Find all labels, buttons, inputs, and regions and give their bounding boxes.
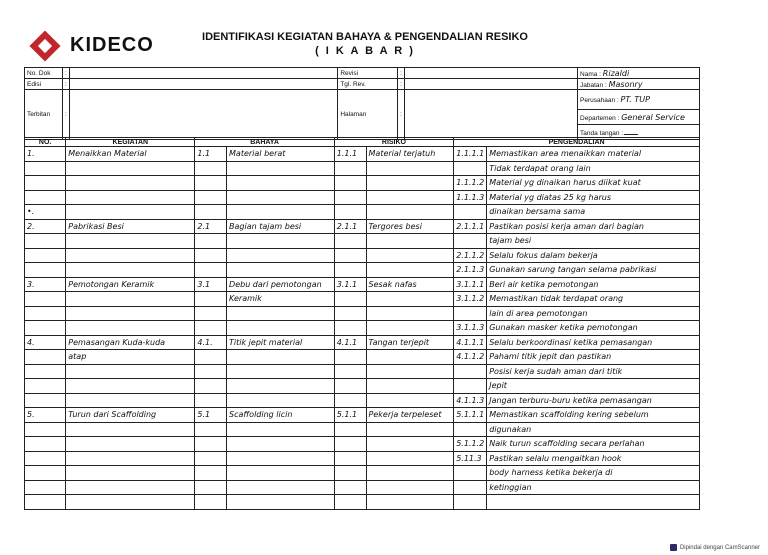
jabatan-label: Jabatan :: [580, 81, 607, 89]
pengendalian-no: 4.1.1.2: [454, 350, 487, 365]
perusahaan-label: Perusahaan :: [580, 97, 619, 104]
bahaya-no: [195, 466, 227, 481]
kegiatan-cell: [66, 437, 195, 452]
tanda-tangan-label: Tanda tangan :: [580, 129, 624, 137]
table-row: [25, 451, 700, 466]
bahaya-cell: Material berat: [227, 147, 335, 162]
col-header-bahaya: BAHAYA: [195, 138, 334, 147]
bahaya-cell: [227, 190, 335, 205]
perusahaan-value: PT. TUP: [620, 95, 650, 104]
risiko-no: [334, 393, 366, 408]
no-dok-value: [69, 68, 338, 79]
colon: :: [398, 90, 405, 140]
risiko-cell: [366, 350, 454, 365]
pengendalian-cell: Posisi kerja sudah aman dari titik: [487, 364, 700, 379]
table-row: [25, 306, 700, 321]
table-row: [25, 292, 700, 307]
pengendalian-no: 2.1.1.3: [454, 263, 487, 278]
risiko-no: 1.1.1: [334, 147, 366, 162]
departemen-value: General Service: [621, 112, 685, 122]
risiko-cell: Pekerja terpeleset: [366, 408, 454, 423]
pengendalian-no: 3.1.1.2: [454, 292, 487, 307]
table-row: [25, 234, 700, 249]
pengendalian-no: [454, 364, 487, 379]
risiko-no: [334, 495, 366, 510]
table-row: [25, 495, 700, 510]
pengendalian-no: 2.1.1.2: [454, 248, 487, 263]
kideco-logo-icon: [29, 30, 60, 61]
table-row: [25, 350, 700, 365]
risiko-cell: [366, 466, 454, 481]
row-no: [25, 321, 66, 336]
kegiatan-cell: [66, 466, 195, 481]
pengendalian-no: [454, 161, 487, 176]
pengendalian-no: [454, 422, 487, 437]
risiko-cell: [366, 306, 454, 321]
row-no: [25, 393, 66, 408]
bahaya-no: [195, 393, 227, 408]
pengendalian-cell: Selalu fokus dalam bekerja: [487, 248, 700, 263]
table-body: [25, 147, 700, 510]
col-header-no: NO.: [25, 138, 66, 147]
bahaya-no: [195, 263, 227, 278]
row-no: [25, 495, 66, 510]
tgl-rev-value: [404, 79, 577, 90]
risiko-cell: [366, 393, 454, 408]
risiko-cell: [366, 422, 454, 437]
terbitan-value: [69, 90, 338, 140]
risiko-cell: [366, 364, 454, 379]
pengendalian-no: [454, 234, 487, 249]
pengendalian-cell: Memastikan tidak terdapat orang: [487, 292, 700, 307]
nama-value: Rizaldi: [602, 68, 630, 78]
kegiatan-cell: Pabrikasi Besi: [66, 219, 195, 234]
pengendalian-no: 5.1.1.1: [454, 408, 487, 423]
risiko-no: [334, 205, 366, 220]
company-logo: [34, 34, 154, 57]
table-row: [25, 147, 700, 162]
bahaya-no: 5.1: [195, 408, 227, 423]
risiko-no: [334, 451, 366, 466]
kegiatan-cell: [66, 393, 195, 408]
terbitan-label: Terbitan: [25, 90, 63, 140]
row-no: [25, 451, 66, 466]
risiko-cell: [366, 495, 454, 510]
bahaya-no: [195, 161, 227, 176]
risiko-no: [334, 234, 366, 249]
risiko-no: [334, 161, 366, 176]
revisi-label: Revisi: [338, 68, 398, 79]
pengendalian-no: 1.1.1.2: [454, 176, 487, 191]
kegiatan-cell: [66, 176, 195, 191]
bahaya-cell: [227, 234, 335, 249]
table-row: [25, 480, 700, 495]
kegiatan-cell: [66, 451, 195, 466]
document-subtitle: ( I K A B A R ): [315, 45, 415, 57]
colon: :: [62, 79, 69, 90]
bahaya-cell: [227, 422, 335, 437]
col-header-pengendalian: PENGENDALIAN: [454, 138, 700, 147]
bahaya-cell: Scaffolding licin: [227, 408, 335, 423]
halaman-value: [404, 90, 577, 140]
risiko-no: [334, 422, 366, 437]
pengendalian-no: 1.1.1.3: [454, 190, 487, 205]
bahaya-cell: Debu dari pemotongan: [227, 277, 335, 292]
pengendalian-cell: Pastikan posisi kerja aman dari bagian: [487, 219, 700, 234]
row-no: [25, 480, 66, 495]
table-row: [25, 176, 700, 191]
risiko-no: [334, 292, 366, 307]
pengendalian-cell: digunakan: [487, 422, 700, 437]
pengendalian-cell: dinaikan bersama sama: [487, 205, 700, 220]
bahaya-cell: [227, 350, 335, 365]
table-row: [25, 422, 700, 437]
pengendalian-cell: Tidak terdapat orang lain: [487, 161, 700, 176]
risiko-no: [334, 480, 366, 495]
colon: :: [398, 68, 405, 79]
table-row: [25, 277, 700, 292]
pengendalian-no: [454, 495, 487, 510]
row-no: [25, 234, 66, 249]
pengendalian-cell: Beri air ketika pemotongan: [487, 277, 700, 292]
row-no: 4.: [25, 335, 66, 350]
pengendalian-no: 4.1.1.3: [454, 393, 487, 408]
pengendalian-no: 5.11.3: [454, 451, 487, 466]
bahaya-cell: [227, 437, 335, 452]
row-no: [25, 161, 66, 176]
jabatan-cell: [578, 79, 700, 90]
bahaya-no: [195, 364, 227, 379]
document-title: IDENTIFIKASI KEGIATAN BAHAYA & PENGENDALIAN RESIKO: [202, 31, 528, 43]
table-row: [25, 161, 700, 176]
pengendalian-cell: body harness ketika bekerja di: [487, 466, 700, 481]
edisi-value: [69, 79, 338, 90]
nama-label: Nama :: [580, 70, 601, 78]
risiko-no: [334, 379, 366, 394]
pengendalian-cell: Selalu berkoordinasi ketika pemasangan: [487, 335, 700, 350]
pengendalian-cell: Naik turun scaffolding secara perlahan: [487, 437, 700, 452]
kegiatan-cell: [66, 364, 195, 379]
kegiatan-cell: Turun dari Scaffolding: [66, 408, 195, 423]
scanner-watermark: [670, 544, 760, 551]
row-no: 2.: [25, 219, 66, 234]
colon: :: [62, 68, 69, 79]
row-no: [25, 176, 66, 191]
table-row: [25, 205, 700, 220]
tgl-rev-label: Tgl. Rev.: [338, 79, 398, 90]
pengendalian-cell: Gunakan masker ketika pemotongan: [487, 321, 700, 336]
risiko-cell: [366, 205, 454, 220]
row-no: •.: [25, 205, 66, 220]
no-dok-label: No. Dok: [25, 68, 63, 79]
kegiatan-cell: [66, 292, 195, 307]
risiko-cell: [366, 176, 454, 191]
row-no: [25, 466, 66, 481]
col-header-kegiatan: KEGIATAN: [66, 138, 195, 147]
risiko-cell: [366, 451, 454, 466]
row-no: [25, 292, 66, 307]
bahaya-no: [195, 422, 227, 437]
bahaya-cell: [227, 364, 335, 379]
pengendalian-no: [454, 306, 487, 321]
risiko-cell: [366, 234, 454, 249]
bahaya-cell: [227, 161, 335, 176]
row-no: 3.: [25, 277, 66, 292]
kegiatan-cell: [66, 190, 195, 205]
bahaya-cell: [227, 466, 335, 481]
kegiatan-cell: [66, 306, 195, 321]
risiko-no: [334, 321, 366, 336]
row-no: 5.: [25, 408, 66, 423]
jabatan-value: Masonry: [608, 79, 643, 89]
risiko-no: [334, 248, 366, 263]
bahaya-no: [195, 176, 227, 191]
bahaya-cell: Titik jepit material: [227, 335, 335, 350]
bahaya-cell: [227, 306, 335, 321]
pengendalian-cell: Gunakan sarung tangan selama pabrikasi: [487, 263, 700, 278]
colon: :: [398, 79, 405, 90]
bahaya-no: [195, 292, 227, 307]
risiko-cell: [366, 161, 454, 176]
pengendalian-cell: Memastikan area menaikkan material: [487, 147, 700, 162]
bahaya-no: [195, 495, 227, 510]
bahaya-cell: [227, 321, 335, 336]
pengendalian-no: 2.1.1.1: [454, 219, 487, 234]
signature-mark: [624, 128, 641, 135]
pengendalian-cell: Memastikan scaffolding kering sebelum: [487, 408, 700, 423]
risiko-no: [334, 190, 366, 205]
pengendalian-cell: tajam besi: [487, 234, 700, 249]
table-row: [25, 393, 700, 408]
risiko-cell: [366, 190, 454, 205]
halaman-label: Halaman: [338, 90, 398, 140]
pengendalian-no: [454, 466, 487, 481]
bahaya-no: 1.1: [195, 147, 227, 162]
pengendalian-cell: Material yg diatas 25 kg harus: [487, 190, 700, 205]
row-no: [25, 306, 66, 321]
pengendalian-no: 4.1.1.1: [454, 335, 487, 350]
table-row: [25, 219, 700, 234]
pengendalian-cell: lain di area pemotongan: [487, 306, 700, 321]
table-row: [25, 263, 700, 278]
row-no: 1.: [25, 147, 66, 162]
col-header-risiko: RISIKO: [334, 138, 453, 147]
table-row: [25, 466, 700, 481]
meta-table: [24, 67, 700, 140]
pengendalian-cell: Pahami titik jepit dan pastikan: [487, 350, 700, 365]
bahaya-no: [195, 248, 227, 263]
pengendalian-no: 5.1.1.2: [454, 437, 487, 452]
kegiatan-cell: Menaikkan Material: [66, 147, 195, 162]
pengendalian-no: 3.1.1.1: [454, 277, 487, 292]
departemen-cell: [578, 110, 700, 125]
risiko-no: 4.1.1: [334, 335, 366, 350]
kegiatan-cell: atap: [66, 350, 195, 365]
revisi-value: [404, 68, 577, 79]
pengendalian-cell: Pastikan selalu mengaitkan hook: [487, 451, 700, 466]
risiko-no: [334, 364, 366, 379]
row-no: [25, 437, 66, 452]
risiko-cell: [366, 263, 454, 278]
pengendalian-no: [454, 480, 487, 495]
row-no: [25, 364, 66, 379]
bahaya-cell: [227, 379, 335, 394]
pengendalian-no: 3.1.1.3: [454, 321, 487, 336]
risiko-no: [334, 466, 366, 481]
table-row: [25, 190, 700, 205]
pengendalian-cell: Material yg dinaikan harus diikat kuat: [487, 176, 700, 191]
table-row: [25, 364, 700, 379]
risiko-no: [334, 350, 366, 365]
risiko-no: 5.1.1: [334, 408, 366, 423]
risiko-cell: [366, 248, 454, 263]
kegiatan-cell: Pemasangan Kuda-kuda: [66, 335, 195, 350]
kegiatan-cell: [66, 379, 195, 394]
kegiatan-cell: [66, 422, 195, 437]
bahaya-cell: Bagian tajam besi: [227, 219, 335, 234]
bahaya-cell: [227, 205, 335, 220]
bahaya-cell: Keramik: [227, 292, 335, 307]
risiko-no: 2.1.1: [334, 219, 366, 234]
bahaya-cell: [227, 393, 335, 408]
bahaya-no: [195, 306, 227, 321]
kegiatan-cell: [66, 248, 195, 263]
bahaya-cell: [227, 248, 335, 263]
bahaya-no: [195, 379, 227, 394]
risiko-cell: Tangan terjepit: [366, 335, 454, 350]
bahaya-no: [195, 190, 227, 205]
kegiatan-cell: [66, 263, 195, 278]
pengendalian-cell: Jepit: [487, 379, 700, 394]
bahaya-no: 3.1: [195, 277, 227, 292]
bahaya-no: [195, 451, 227, 466]
row-no: [25, 190, 66, 205]
perusahaan-cell: [578, 90, 700, 110]
pengendalian-cell: Jangan terburu-buru ketika pemasangan: [487, 393, 700, 408]
table-row: [25, 408, 700, 423]
risiko-cell: Sesak nafas: [366, 277, 454, 292]
table-row: [25, 321, 700, 336]
risiko-cell: Material terjatuh: [366, 147, 454, 162]
risiko-cell: [366, 321, 454, 336]
scanner-text: Dipindai dengan CamScanner: [679, 544, 760, 551]
kegiatan-cell: [66, 161, 195, 176]
pengendalian-cell: [487, 495, 700, 510]
risiko-cell: [366, 480, 454, 495]
bahaya-no: [195, 234, 227, 249]
risiko-no: [334, 176, 366, 191]
kegiatan-cell: Pemotongan Keramik: [66, 277, 195, 292]
row-no: [25, 422, 66, 437]
table-row: [25, 335, 700, 350]
nama-cell: [578, 68, 700, 79]
risiko-cell: [366, 437, 454, 452]
hazard-table: [24, 137, 700, 510]
bahaya-cell: [227, 451, 335, 466]
risiko-no: [334, 437, 366, 452]
kegiatan-cell: [66, 480, 195, 495]
bahaya-no: [195, 480, 227, 495]
table-row: [25, 379, 700, 394]
kegiatan-cell: [66, 205, 195, 220]
bahaya-no: [195, 437, 227, 452]
edisi-label: Edisi: [25, 79, 63, 90]
risiko-no: 3.1.1: [334, 277, 366, 292]
kegiatan-cell: [66, 495, 195, 510]
risiko-cell: Tergores besi: [366, 219, 454, 234]
bahaya-cell: [227, 176, 335, 191]
kegiatan-cell: [66, 234, 195, 249]
bahaya-cell: [227, 495, 335, 510]
risiko-no: [334, 306, 366, 321]
bahaya-no: [195, 350, 227, 365]
camscanner-icon: [670, 544, 677, 551]
bahaya-cell: [227, 263, 335, 278]
logo-text: KIDECO: [70, 34, 154, 56]
table-row: [25, 248, 700, 263]
risiko-no: [334, 263, 366, 278]
pengendalian-cell: ketinggian: [487, 480, 700, 495]
colon: :: [62, 90, 69, 140]
pengendalian-no: 1.1.1.1: [454, 147, 487, 162]
bahaya-no: 2.1: [195, 219, 227, 234]
departemen-label: Departemen :: [580, 114, 620, 122]
bahaya-no: [195, 321, 227, 336]
risiko-cell: [366, 292, 454, 307]
pengendalian-no: [454, 379, 487, 394]
table-row: [25, 437, 700, 452]
bahaya-no: [195, 205, 227, 220]
bahaya-cell: [227, 480, 335, 495]
row-no: [25, 263, 66, 278]
row-no: [25, 379, 66, 394]
bahaya-no: 4.1.: [195, 335, 227, 350]
pengendalian-no: [454, 205, 487, 220]
row-no: [25, 350, 66, 365]
risiko-cell: [366, 379, 454, 394]
kegiatan-cell: [66, 321, 195, 336]
row-no: [25, 248, 66, 263]
